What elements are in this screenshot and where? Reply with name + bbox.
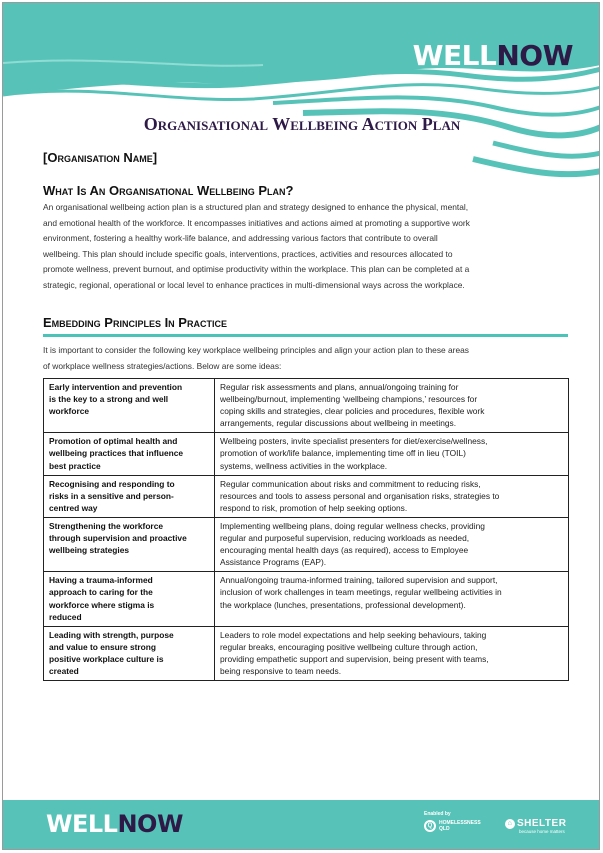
shelter-icon: ⌂: [505, 819, 515, 829]
paragraph-line: An organisational wellbeing action plan is a structured plan and strategy designed to enhance the physical, mental,: [43, 202, 469, 212]
partner2-tagline: because home matters: [519, 829, 565, 834]
table-row: [44, 626, 569, 680]
ideas-line: regular and purposeful supervision, reducing workloads as needed,: [220, 533, 470, 544]
section-intro-embedding: [43, 343, 563, 374]
ideas-line: Regular communication about risks and commitment to reducing risks,: [220, 478, 481, 489]
homelessness-qld-icon: Q: [424, 820, 436, 832]
paragraph-line: promote wellness, prevent burnout, and optimise productivity within the workplace. This plan can be completed at a: [43, 264, 470, 275]
partner2-name: SHELTER: [517, 818, 567, 829]
ideas-line: encouraging mental health days (as required), access to Employee: [220, 545, 469, 556]
paragraph-line: of workplace wellness strategies/actions. Below are some ideas:: [43, 360, 282, 371]
principle-line: workforce where stigma is: [49, 599, 155, 610]
principle-line: positive workplace culture is: [49, 653, 164, 664]
section-heading-what-is: What Is An Organisational Wellbeing Plan?: [43, 183, 294, 198]
paragraph-line: and emotional health of the workforce. It encompasses initiatives and actions aimed at promoting a supportive work: [43, 217, 470, 228]
organisation-name-placeholder: [Organisation Name]: [43, 150, 158, 165]
principle-line: Leading with strength, purpose: [49, 629, 174, 640]
ideas-cell: [215, 572, 569, 626]
ideas-cell: [215, 433, 569, 475]
table-row: [44, 572, 569, 626]
partner1-line1: HOMELESSNESS: [439, 820, 481, 826]
shelter-logo: [505, 818, 566, 834]
ideas-line: Implementing wellbeing plans, doing regular wellness checks, providing: [220, 520, 485, 531]
principle-cell: [44, 433, 215, 475]
ideas-line: arrangements, regular discussions about wellbeing in meetings.: [220, 418, 457, 429]
principle-line: Having a trauma-informed: [49, 575, 153, 586]
principle-line: through supervision and proactive: [49, 533, 187, 544]
principle-line: created: [49, 665, 79, 676]
principle-line: risks in a sensitive and person-: [49, 490, 174, 501]
principle-line: centred way: [49, 502, 98, 513]
ideas-line: resources and tools to assess personal and organisation risks, strategies to: [220, 490, 500, 501]
ideas-line: the workplace (lunches, presentations, professional development).: [220, 599, 466, 610]
principle-cell: [44, 626, 215, 680]
page-title: Organisational Wellbeing Action Plan: [143, 114, 461, 134]
table-row: [44, 433, 569, 475]
principle-line: workforce: [49, 406, 90, 417]
table-row: [44, 475, 569, 517]
paragraph-line: wellbeing. This plan should include specific goals, interventions, practices, activities and resources allocated to: [43, 248, 453, 259]
principle-line: Early intervention and prevention: [49, 382, 183, 392]
section-heading-embedding: Embedding Principles In Practice: [43, 315, 227, 330]
principle-line: best practice: [49, 460, 101, 471]
principle-line: Strengthening the workforce: [49, 520, 164, 531]
footer-banner: [3, 800, 600, 850]
ideas-line: Annual/ongoing trauma-informed training, tailored supervision and support,: [220, 575, 498, 586]
ideas-cell: [215, 379, 569, 433]
principle-line: reduced: [49, 611, 82, 622]
principle-cell: [44, 517, 215, 571]
table-row: [44, 379, 569, 433]
principle-line: Recognising and responding to: [49, 478, 175, 489]
section-paragraph-what-is: [43, 200, 563, 294]
principle-cell: [44, 475, 215, 517]
paragraph-line: It is important to consider the following key workplace wellbeing principles and align your action plan to these areas: [43, 345, 469, 355]
section-divider: [43, 334, 568, 337]
principle-line: approach to caring for the: [49, 587, 153, 598]
principle-cell: [44, 379, 215, 433]
ideas-line: respond to risk, promotion of help seeking options.: [220, 502, 408, 513]
ideas-line: providing empathetic support and supervision, being present with teams,: [220, 653, 489, 664]
ideas-line: regular breaks, encouraging positive wellbeing culture through action,: [220, 641, 478, 652]
wellnow-logo-footer: WELLNOW: [46, 810, 183, 838]
ideas-line: promotion of work/life balance, implementing time off in lieu (TOIL): [220, 448, 466, 459]
paragraph-line: strategic, regional, operational or local level to enhance practices in multi-dimensional ways across the workplace.: [43, 279, 465, 290]
ideas-cell: [215, 517, 569, 571]
principle-line: is the key to a strong and well: [49, 394, 169, 405]
wellnow-logo: WELLNOW: [412, 39, 573, 72]
document-page: [2, 2, 600, 850]
principle-cell: [44, 572, 215, 626]
principle-line: Promotion of optimal health and: [49, 436, 178, 447]
principle-line: wellbeing practices that influence: [49, 448, 184, 459]
ideas-line: coping skills and strategies, clear policies and procedures, flexible work: [220, 406, 485, 417]
homelessness-qld-logo: [424, 820, 481, 832]
ideas-line: being responsive to team needs.: [220, 665, 342, 676]
ideas-line: Regular risk assessments and plans, annual/ongoing training for: [220, 382, 459, 392]
ideas-cell: [215, 626, 569, 680]
paragraph-line: environment, fostering a healthy work-life balance, and addressing various factors that contribute to overall: [43, 233, 438, 244]
principle-line: and value to ensure strong: [49, 641, 157, 652]
ideas-cell: [215, 475, 569, 517]
ideas-line: systems, wellness activities in the workplace.: [220, 460, 388, 471]
ideas-line: Assistance Programs (EAP).: [220, 557, 327, 568]
enabled-by-label: Enabled by: [424, 811, 451, 817]
ideas-line: wellbeing/burnout, implementing ‘wellbeing champions,’ resources for: [220, 394, 478, 405]
partner1-line2: QLD: [439, 826, 450, 832]
principles-table: [43, 378, 569, 681]
ideas-line: inclusion of work challenges in team meetings, regular wellbeing activities in: [220, 587, 502, 598]
ideas-line: Wellbeing posters, invite specialist presenters for diet/exercise/wellness,: [220, 436, 488, 447]
table-row: [44, 517, 569, 571]
principle-line: wellbeing strategies: [49, 545, 130, 556]
ideas-line: Leaders to role model expectations and help seeking behaviours, taking: [220, 629, 487, 640]
